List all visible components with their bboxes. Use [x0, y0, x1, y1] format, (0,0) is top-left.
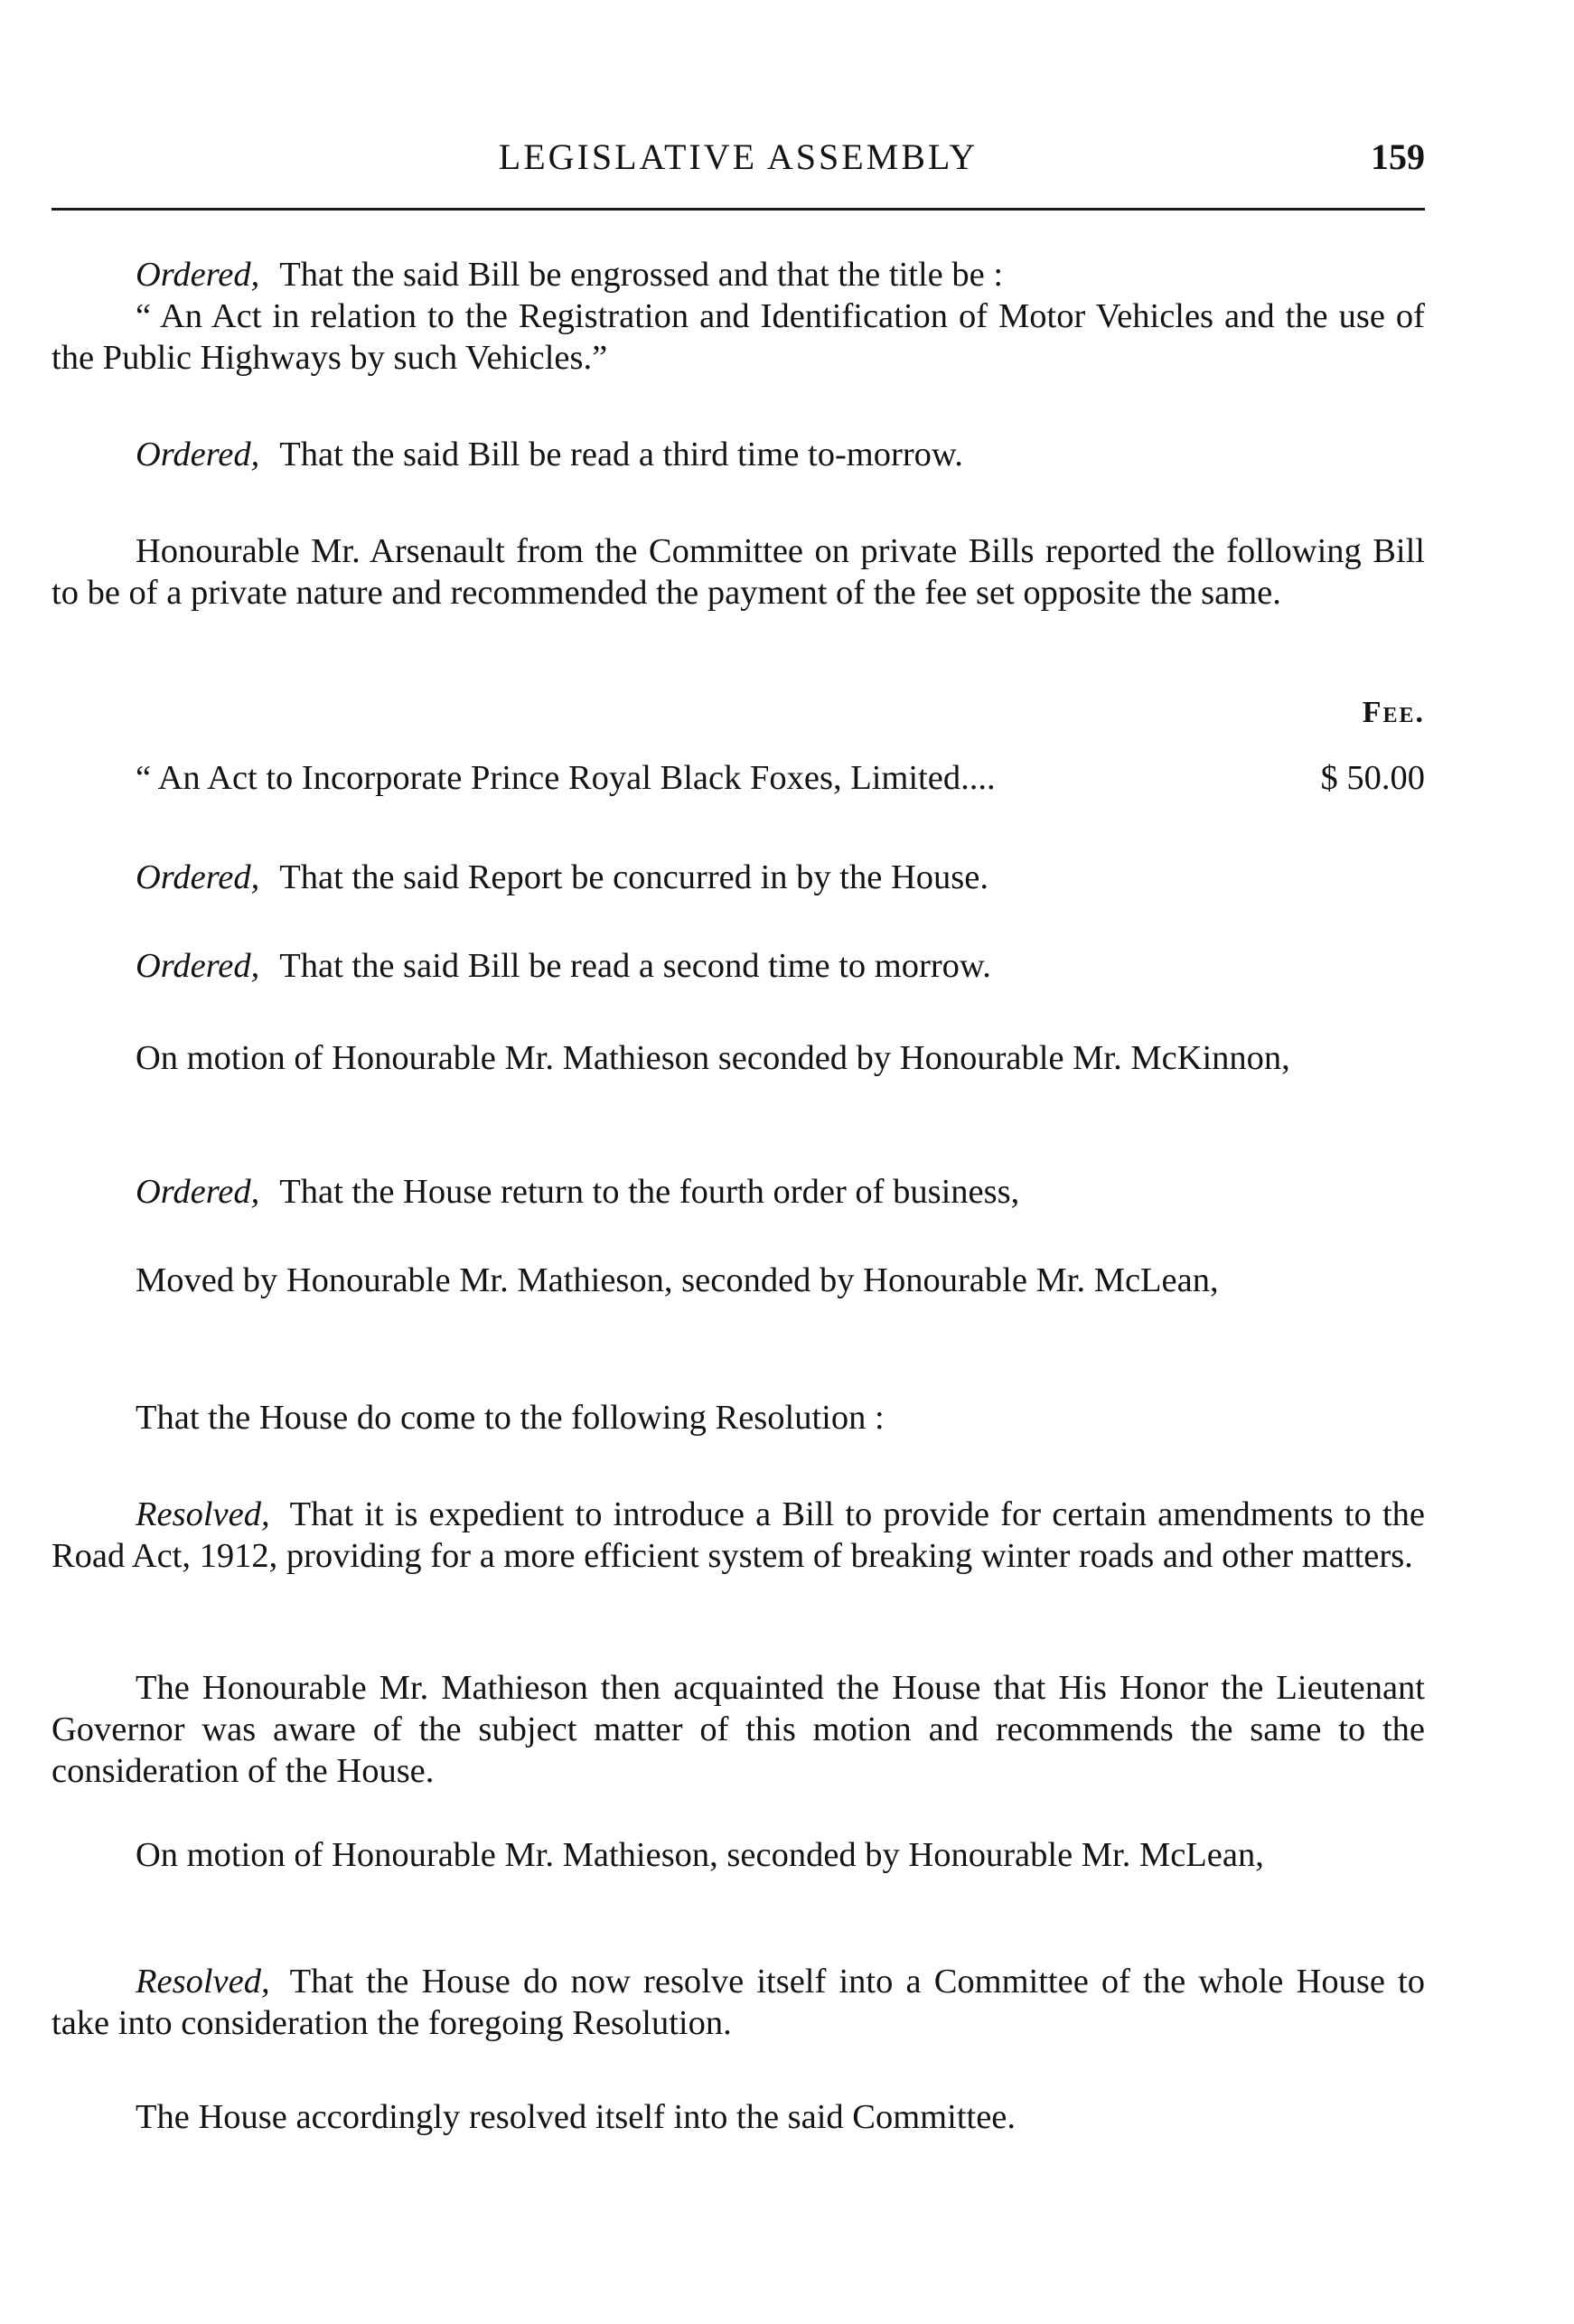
paragraph-text: That the said Bill be read a third time to-morrow. — [279, 436, 963, 473]
paragraph-text: That the said Bill be engrossed and that the title be : — [279, 256, 1004, 294]
ordered-lead: Ordered, — [136, 858, 260, 896]
paragraph-text: That the House do now resolve itself into a Committee of the whole House to take into consideration the foregoing Resolution. — [52, 1963, 1425, 2042]
fee-amount: $ 50.00 — [1320, 759, 1425, 797]
ordered-lead: Ordered, — [136, 436, 260, 473]
document-page — [52, 0, 1425, 2324]
header-rule — [52, 208, 1425, 211]
paragraph-following-resolution — [52, 1397, 1425, 1438]
paragraph-motion-mclean — [52, 1834, 1425, 1876]
paragraph-engrossed — [52, 254, 1425, 379]
ordered-lead: Ordered, — [136, 256, 260, 294]
page-header — [52, 136, 1425, 183]
running-title: LEGISLATIVE ASSEMBLY — [498, 136, 979, 177]
paragraph-text: Moved by Honourable Mr. Mathieson, seconded by Honourable Mr. McLean, — [136, 1261, 1219, 1299]
paragraph-lieutenant-governor — [52, 1667, 1425, 1792]
resolved-lead: Resolved, — [136, 1963, 270, 2001]
paragraph-text: That it is expedient to introduce a Bill to provide for certain amendments to the Road Act, 1912, providing for a more efficient system of breaking winter roads and other matters. — [52, 1495, 1425, 1575]
paragraph-text: That the House return to the fourth order of business, — [279, 1173, 1020, 1211]
ordered-lead: Ordered, — [136, 1173, 260, 1211]
paragraph-motion-mckinnon — [52, 1037, 1425, 1079]
paragraph-text: The Honourable Mr. Mathieson then acquainted the House that His Honor the Lieutenant Governor was aware of the subject matter of this motion and recommends the same to the consideration of the House. — [52, 1669, 1425, 1790]
ordered-lead: Ordered, — [136, 947, 260, 985]
paragraph-resolved-road-act — [52, 1494, 1425, 1577]
resolved-lead: Resolved, — [136, 1495, 270, 1533]
fee-item: “ An Act to Incorporate Prince Royal Black Foxes, Limited.... — [136, 759, 996, 797]
paragraph-house-resolved — [52, 2096, 1425, 2138]
paragraph-text: Honourable Mr. Arsenault from the Committee on private Bills reported the following Bill to be of a private nature and recommended the payment of the fee set opposite the same. — [52, 532, 1425, 612]
bill-title-quote: “ An Act in relation to the Registration and Identification of Motor Vehicles and the use of the Public Highways by such Vehicles.” — [52, 297, 1425, 377]
paragraph-second-reading — [52, 945, 1425, 987]
paragraph-text: That the said Report be concurred in by the House. — [279, 858, 988, 896]
paragraph-text: On motion of Honourable Mr. Mathieson seconded by Honourable Mr. McKinnon, — [136, 1039, 1290, 1077]
paragraph-moved-mclean — [52, 1260, 1425, 1301]
paragraph-fourth-order — [52, 1171, 1425, 1213]
page-number: 159 — [1371, 136, 1425, 177]
paragraph-text: The House accordingly resolved itself into the said Committee. — [136, 2098, 1017, 2136]
paragraph-text: On motion of Honourable Mr. Mathieson, seconded by Honourable Mr. McLean, — [136, 1836, 1264, 1874]
paragraph-report-concurred — [52, 857, 1425, 898]
paragraph-text: That the House do come to the following Resolution : — [136, 1399, 885, 1437]
fee-heading: Fee. — [1362, 696, 1425, 729]
fee-line — [136, 757, 1425, 799]
paragraph-third-reading — [52, 434, 1425, 475]
paragraph-committee-report — [52, 530, 1425, 614]
paragraph-resolved-committee — [52, 1961, 1425, 2044]
paragraph-text: That the said Bill be read a second time to morrow. — [279, 947, 991, 985]
